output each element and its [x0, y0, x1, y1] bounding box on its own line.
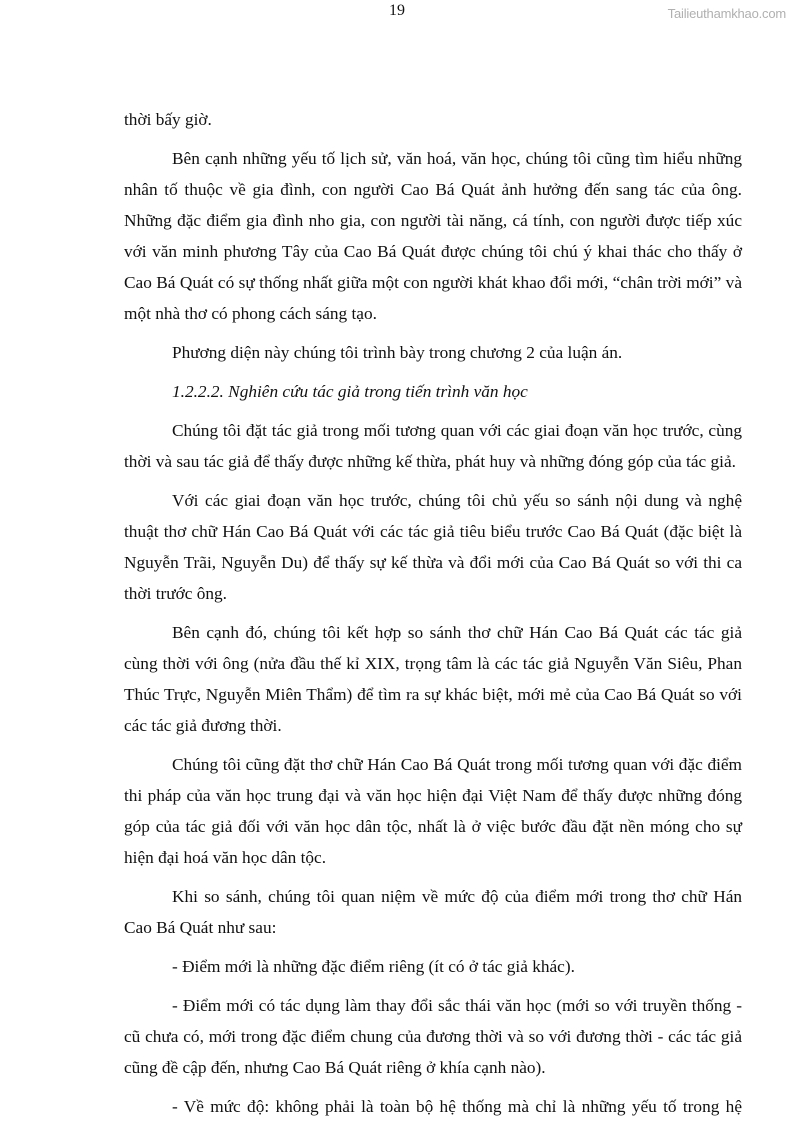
- page-number: 19: [389, 2, 405, 19]
- paragraph: Chúng tôi cũng đặt thơ chữ Hán Cao Bá Quát trong mối tương quan với đặc điểm thi pháp của văn học trung đại và văn học hiện đại Việt Nam để thấy được những đóng góp của tác giả đối với văn học dân tộc, nhất là ở việc bước đầu đặt nền móng cho sự hiện đại hoá văn học dân tộc.: [124, 755, 742, 867]
- paragraph: Bên cạnh đó, chúng tôi kết hợp so sánh thơ chữ Hán Cao Bá Quát các tác giả cùng thời với ông (nửa đầu thế kỉ XIX, trọng tâm là các tác giả Nguyễn Văn Siêu, Phan Thúc Trực, Nguyễn Miên Thẩm) để tìm ra sự khác biệt, mới mẻ của Cao Bá Quát so với các tác giả đương thời.: [124, 623, 742, 735]
- section-heading: 1.2.2.2. Nghiên cứu tác giả trong tiến trình văn học: [172, 382, 528, 401]
- paragraph: Bên cạnh những yếu tố lịch sử, văn hoá, văn học, chúng tôi cũng tìm hiểu những nhân tố thuộc về gia đình, con người Cao Bá Quát ảnh hưởng đến sang tác của ông. Những đặc điểm gia đình nho gia, con người tài năng, cá tính, con người được tiếp xúc với văn minh phương Tây của Cao Bá Quát được chúng tôi chú ý khai thác cho thấy ở Cao Bá Quát có sự thống nhất giữa một con người khát khao đổi mới, “chân trời mới” và một nhà thơ có phong cách sáng tạo.: [124, 149, 742, 323]
- list-item: - Điểm mới có tác dụng làm thay đổi sắc thái văn học (mới so với truyền thống - cũ chưa có, mới trong đặc điểm chung của đương thời và so với đương thời - các tác giả cũng đề cập đến, nhưng Cao Bá Quát riêng ở khía cạnh nào).: [124, 996, 742, 1077]
- document-body: [124, 104, 742, 1122]
- watermark: Tailieuthamkhao.com: [667, 6, 786, 21]
- list-item: - Điểm mới là những đặc điểm riêng (ít có ở tác giả khác).: [172, 957, 575, 976]
- paragraph: Khi so sánh, chúng tôi quan niệm về mức độ của điểm mới trong thơ chữ Hán Cao Bá Quát như sau:: [124, 887, 742, 937]
- paragraph: thời bấy giờ.: [124, 110, 212, 129]
- list-item: - Về mức độ: không phải là toàn bộ hệ thống mà chỉ là những yếu tố trong hệ: [172, 1097, 742, 1116]
- paragraph: Với các giai đoạn văn học trước, chúng tôi chủ yếu so sánh nội dung và nghệ thuật thơ chữ Hán Cao Bá Quát với các tác giả tiêu biểu trước Cao Bá Quát (đặc biệt là Nguyễn Trãi, Nguyễn Du) để thấy sự kế thừa và đổi mới của Cao Bá Quát so với thi ca thời trước ông.: [124, 491, 742, 603]
- paragraph: Chúng tôi đặt tác giả trong mối tương quan với các giai đoạn văn học trước, cùng thời và sau tác giả để thấy được những kế thừa, phát huy và những đóng góp của tác giả.: [124, 421, 742, 471]
- paragraph: Phương diện này chúng tôi trình bày trong chương 2 của luận án.: [172, 343, 623, 362]
